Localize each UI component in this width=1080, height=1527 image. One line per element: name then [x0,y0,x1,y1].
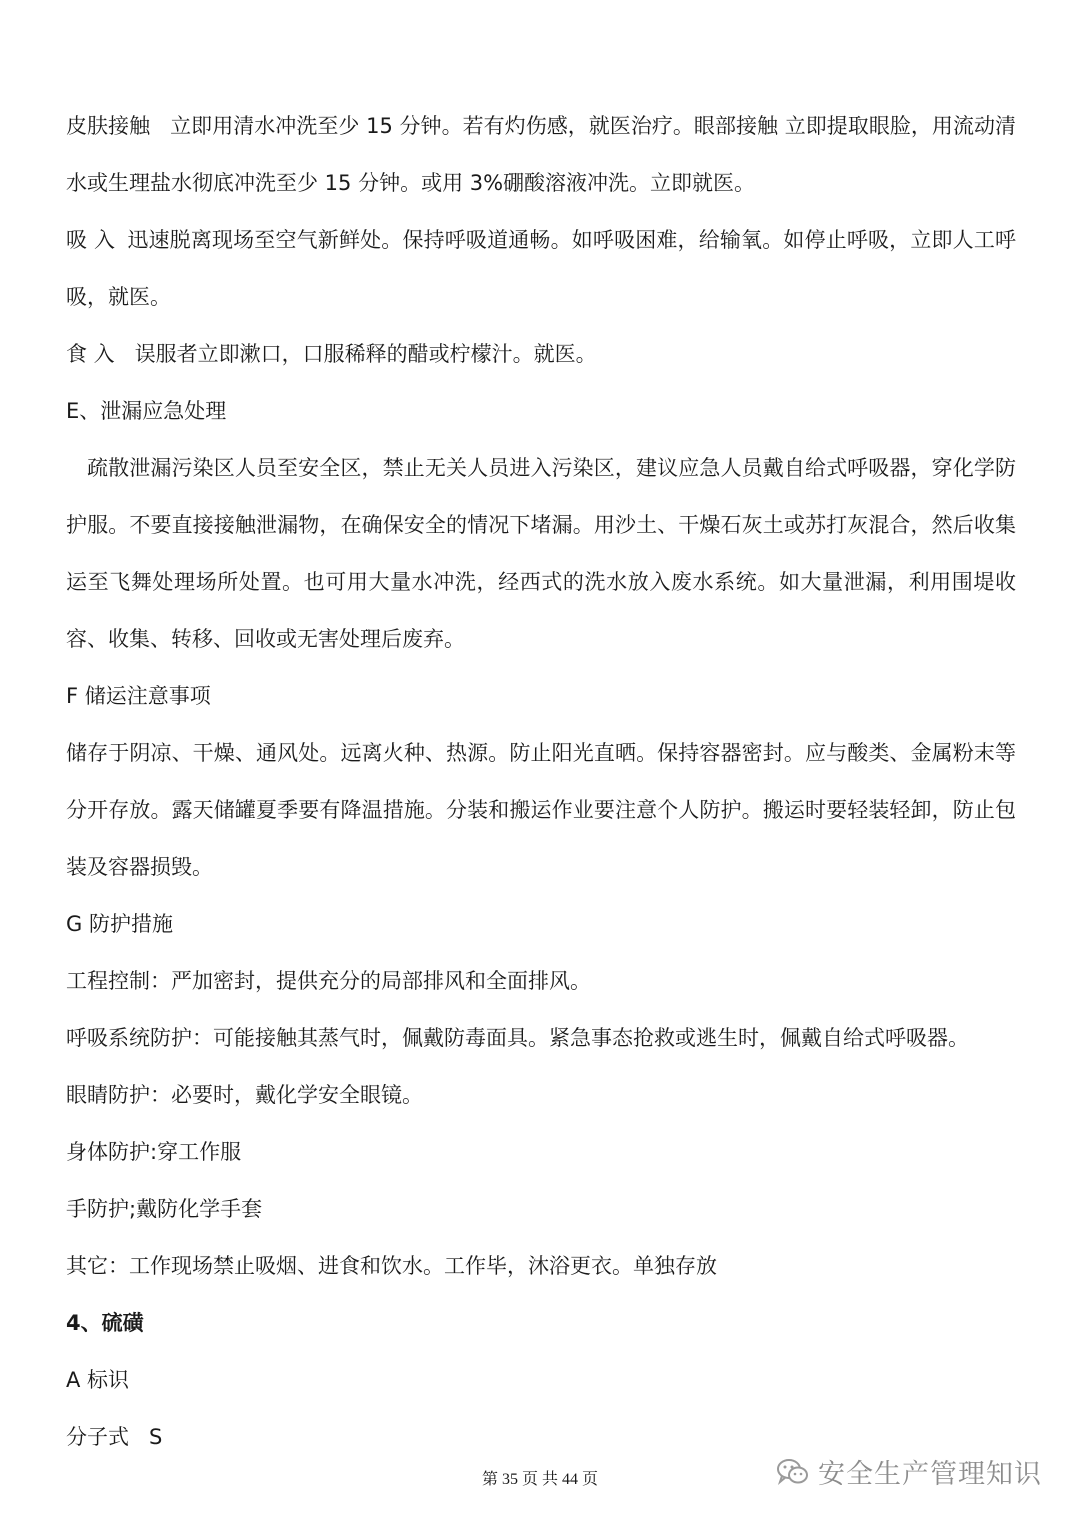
engineering-control: 工程控制：严加密封，提供充分的局部排风和全面排风。 [66,969,591,993]
inhalation-paragraph [66,212,1016,326]
ingestion-label: 食 入 [66,342,115,366]
skin-contact-label: 皮肤接触 [66,114,151,138]
eye-protection: 眼睛防护：必要时，戴化学安全眼镜。 [66,1083,423,1107]
watermark [776,1452,1042,1491]
section-4-heading: 4、硫磺 [66,1311,144,1335]
watermark-text: 安全生产管理知识 [818,1459,1042,1490]
section-g-heading: G 防护措施 [66,912,173,936]
document-body [66,98,1016,1466]
inhalation-text: 迅速脱离现场至空气新鲜处。保持呼吸道通畅。如呼吸困难，给输氧。如停止呼吸，立即人工呼吸，就医。 [66,228,1016,309]
formula-value: S [149,1425,163,1449]
respiratory-protection: 呼吸系统防护：可能接触其蒸气时，佩戴防毒面具。紧急事态抢救或逃生时，佩戴自给式呼吸器。 [66,1026,969,1050]
wechat-icon [776,1457,810,1487]
skin-contact-paragraph [66,98,1016,212]
storage-paragraph: 储存于阴凉、干燥、通风处。远离火种、热源。防止阳光直晒。保持容器密封。应与酸类、金属粉末等分开存放。露天储罐夏季要有降温措施。分装和搬运作业要注意个人防护。搬运时要轻装轻卸，防止包装及容器损毁。 [66,741,1016,879]
inhalation-label: 吸 入 [66,228,116,252]
body-protection: 身体防护:穿工作服 [66,1140,242,1164]
ingestion-paragraph [66,326,1016,383]
ingestion-text: 误服者立即漱口，口服稀释的醋或柠檬汁。就医。 [134,342,597,366]
leak-paragraph: 疏散泄漏污染区人员至安全区，禁止无关人员进入污染区，建议应急人员戴自给式呼吸器，穿化学防护服。不要直接接触泄漏物，在确保安全的情况下堵漏。用沙土、干燥石灰土或苏打灰混合，然后收集运至飞舞处理场所处置。也可用大量水冲洗，经西式的洗水放入废水系统。如大量泄漏，利用围堤收容、收集、转移、回收或无害处理后废弃。 [66,456,1016,651]
skin-contact-text: 立即用清水冲洗至少 15 分钟。若有灼伤感，就医治疗。眼部接触 立即提取眼脸，用流动清水或生理盐水彻底冲洗至少 15 分钟。或用 3%硼酸溶液冲洗。立即就医。 [66,114,1017,195]
hand-protection: 手防护;戴防化学手套 [66,1197,263,1221]
page-footer: 第 35 页 共 44 页 [481,1471,598,1488]
section-a-heading: A 标识 [66,1368,130,1392]
formula-label: 分子式 [66,1425,129,1449]
section-e-heading: E、泄漏应急处理 [66,399,227,423]
section-f-heading: F 储运注意事项 [66,684,211,708]
other-protection: 其它：工作现场禁止吸烟、进食和饮水。工作毕，沐浴更衣。单独存放 [66,1254,717,1278]
